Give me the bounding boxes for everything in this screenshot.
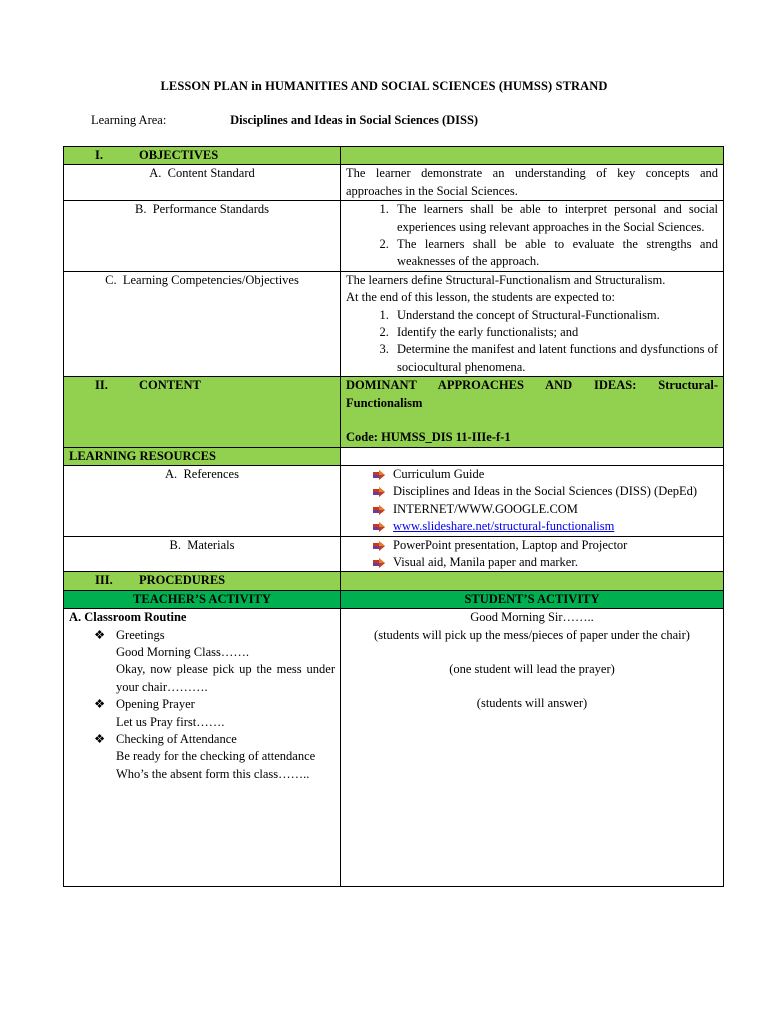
list-item: INTERNET/WWW.GOOGLE.COM <box>373 501 718 518</box>
list-item: 3. Determine the manifest and latent functions and dysfunctions of sociocultural phenomena. <box>392 341 718 376</box>
content-code: Code: HUMSS_DIS 11-IIIe-f-1 <box>346 430 511 445</box>
arrow-bullet-icon <box>373 522 385 532</box>
performance-standards-label: B. Performance Standards <box>64 201 341 272</box>
learning-area-value: Disciplines and Ideas in Social Sciences (DISS) <box>230 113 479 127</box>
list-item: 2. Identify the early functionalists; and <box>392 324 718 341</box>
resources-heading: LEARNING RESOURCES <box>64 447 341 465</box>
learning-area-row <box>91 113 478 128</box>
performance-standards-list <box>346 201 718 271</box>
references-row <box>64 465 724 536</box>
resources-header-row <box>64 447 724 465</box>
lesson-plan-table <box>63 146 724 887</box>
arrow-bullet-icon <box>373 541 385 551</box>
student-activity-cell: Good Morning Sir…….. (students will pick up the mess/pieces of paper under the chair) (one student will lead the prayer) (students will answer) <box>341 609 724 887</box>
content-standard-text: The learner demonstrate an understanding of key concepts and approaches in the Social Sciences. <box>341 165 724 201</box>
list-item: 2. The learners shall be able to evaluate the strengths and weaknesses of the approach. <box>392 236 718 271</box>
references-label: A. References <box>64 465 341 536</box>
competencies-row <box>64 271 724 376</box>
list-item: Disciplines and Ideas in the Social Sciences (DISS) (DepEd) <box>373 483 718 500</box>
list-item: Visual aid, Manila paper and marker. <box>373 554 718 571</box>
slideshare-link[interactable]: www.slideshare.net/structural-functionalism <box>393 519 615 534</box>
diamond-bullet-icon: ❖ <box>94 627 106 642</box>
diamond-bullet-icon: ❖ <box>94 697 106 712</box>
competencies-list <box>346 307 718 377</box>
list-item: Curriculum Guide <box>373 466 718 483</box>
procedures-header-row <box>64 572 724 590</box>
competencies-lead: At the end of this lesson, the students are expected to: <box>346 290 616 305</box>
materials-row <box>64 536 724 572</box>
arrow-bullet-icon <box>373 505 385 515</box>
materials-list <box>346 537 718 572</box>
teacher-activity-heading: TEACHER’S ACTIVITY <box>64 590 341 608</box>
references-list <box>346 466 718 536</box>
list-item: 1. The learners shall be able to interpret personal and social experiences using relevant approaches in the Social Sciences. <box>392 201 718 236</box>
content-standard-row <box>64 165 724 201</box>
competencies-label: C. Learning Competencies/Objectives <box>64 271 341 376</box>
competencies-intro: The learners define Structural-Functionalism and Structuralism. <box>346 272 666 287</box>
objectives-header-row <box>64 147 724 165</box>
arrow-bullet-icon <box>373 558 385 568</box>
procedures-heading: III. PROCEDURES <box>64 572 341 590</box>
content-topic: DOMINANT APPROACHES AND IDEAS: Structural-Functionalism <box>346 378 718 410</box>
diamond-bullet-icon: ❖ <box>94 732 106 746</box>
list-item <box>373 518 718 535</box>
list-item: 1. Understand the concept of Structural-Functionalism. <box>392 307 718 324</box>
student-activity-heading: STUDENT’S ACTIVITY <box>341 590 724 608</box>
routine-row <box>64 609 724 887</box>
activity-header-row <box>64 590 724 608</box>
teacher-activity-cell: A. Classroom Routine ❖ Greetings Good Morning Class……. Okay, now please pick up the mess under your chair………. ❖ Opening Prayer Let us Pray first……. ❖ Checking of Attendance Be ready for the checking of attendance Who’s the absent form this class…….. <box>64 609 341 887</box>
content-row <box>64 377 724 447</box>
content-heading: II. CONTENT <box>64 377 341 447</box>
learning-area-label: Learning Area: <box>91 113 167 127</box>
materials-label: B. Materials <box>64 536 341 572</box>
content-standard-label: A. Content Standard <box>64 165 341 201</box>
page-title: LESSON PLAN in HUMANITIES AND SOCIAL SCIENCES (HUMSS) STRAND <box>160 79 608 93</box>
list-item: PowerPoint presentation, Laptop and Projector <box>373 537 718 554</box>
objectives-heading: I. OBJECTIVES <box>64 147 341 165</box>
arrow-bullet-icon <box>373 470 385 480</box>
arrow-bullet-icon <box>373 487 385 497</box>
performance-standards-row <box>64 201 724 272</box>
routine-title: A. Classroom Routine <box>69 610 187 625</box>
